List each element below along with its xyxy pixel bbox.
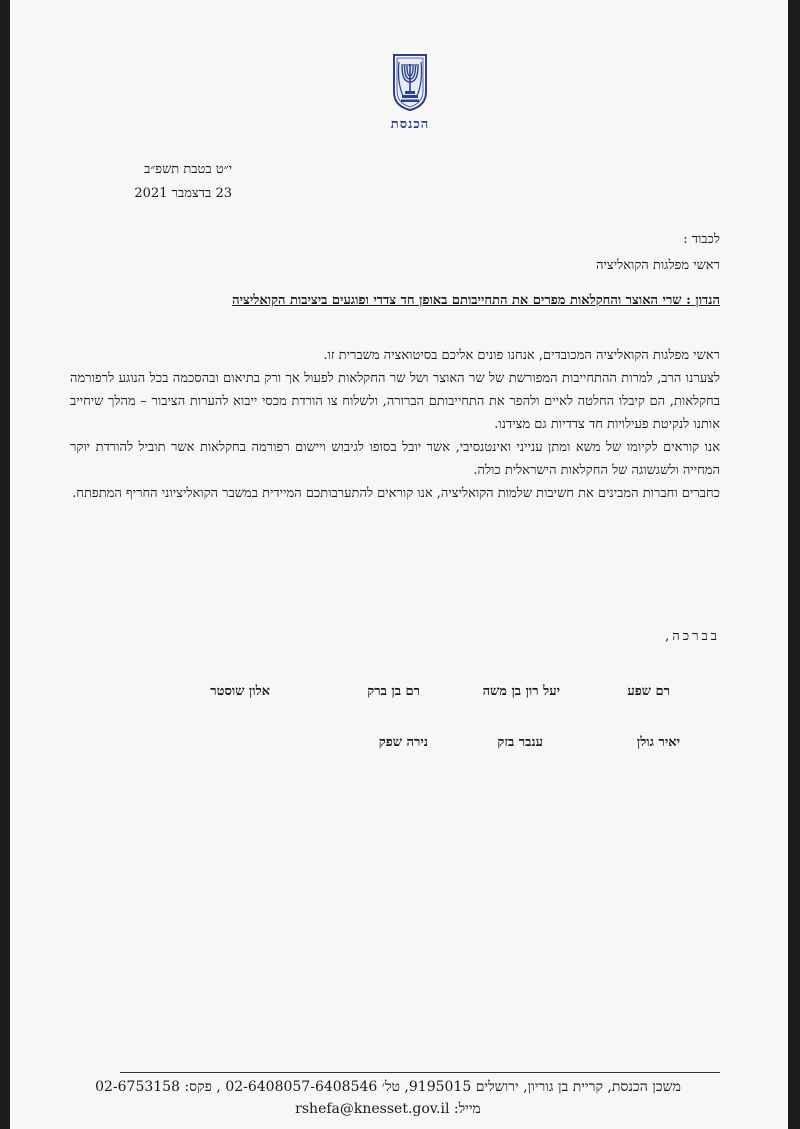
body-paragraph: כחברים וחברות המבינים את חשיבות שלמות הקואליציה, אנו קוראים להתערבותכם המיידית במשבר הקואליציוני החריף המתפתח. [72,486,720,501]
hebrew-date: י״ט בטבת תשפ״ב [144,162,232,177]
footer [28,1076,748,1120]
menorah-emblem-icon [390,52,430,112]
signatory-name: אלון שוסטר [210,684,270,699]
subject-line: הנדון : שרי האוצר והחקלאות מפרים את התחייבותם באופן חד צדדי ופוגעים ביציבות הקואליציה [232,293,720,308]
addressee-salutation: לכבוד : [683,232,720,247]
addressee-recipients: ראשי מפלגות הקואליציה [596,258,720,273]
signatory-name: נירה שפק [378,735,428,750]
gregorian-date: 23 בדצמבר 2021 [134,186,232,201]
footer-address: משכן הכנסת, קריית בן גוריון, ירושלים 9195015, טל׳ 02-6408057-6408546 , פקס: 02-6753158 [95,1079,681,1095]
body-paragraph: אנו קוראים לקיומו של משא ומתן ענייני ואינטנסיבי, אשר יובל בסופו לגיבוש ויישום רפורמה בחקלאות אשר תוביל להורדת יוקר המחייה ולשגשוגה של החקלאות הישראלית כולה. [70,440,720,478]
signatory-name: יעל רון בן משה [482,684,560,699]
date-block [52,158,232,206]
letter-page [10,0,788,1129]
signatory-name: ענבר בזק [497,735,543,750]
footer-email-line [28,1098,748,1120]
footer-email: rshefa@knesset.gov.il [295,1101,450,1117]
signatory-name: רם שפע [627,684,670,699]
footer-divider [120,1072,720,1073]
signatory-name: רם בן ברק [367,684,420,699]
closing-greeting: בברכה, [665,629,720,644]
signatory-name: יאיר גולן [636,735,680,750]
footer-email-label: מייל: [453,1101,481,1117]
addressee [420,227,720,279]
org-name: הכנסת [390,117,430,132]
letter-body [70,344,720,505]
body-paragraph: ראשי מפלגות הקואליציה המכובדים, אנחנו פונים אליכם בסיטואציה משברית זו. [323,348,720,363]
body-paragraph: לצערנו הרב, למרות ההתחייבות המפורשת של שר האוצר ושל שר החקלאות לפעול אך ורק בתיאום ובהסכמה בכל הנוגע לרפורמה בחקלאות, הם קיבלו החלטה לאיים ולהפר את התחייבותם הברורה, ולשלוח צו הורדת מכסי ייבוא להערות הציבור – מהלך שיחייב אותנו לנקיטת פעילויות חד צדדיות גם מצידנו. [70,371,720,432]
